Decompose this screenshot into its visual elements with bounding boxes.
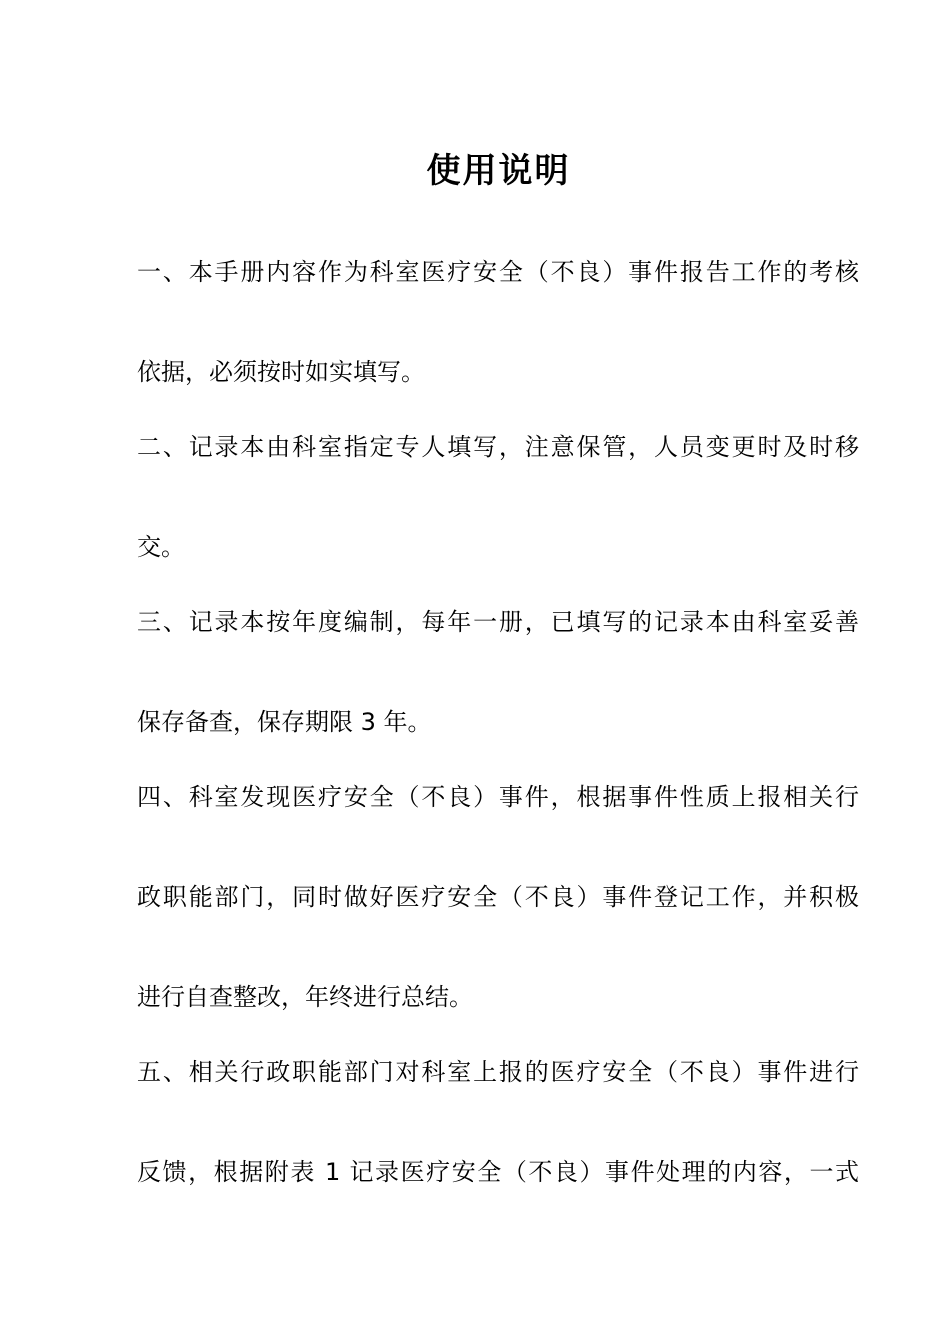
document-title: 使用说明 <box>426 151 571 191</box>
paragraph-line: 进行自查整改，年终进行总结。 <box>137 983 473 1011</box>
paragraph-line: 四、科室发现医疗安全（不良）事件，根据事件性质上报相关行 <box>137 783 859 811</box>
paragraph-line: 三、记录本按年度编制，每年一册，已填写的记录本由科室妥善 <box>137 608 859 636</box>
paragraph-line: 二、记录本由科室指定专人填写，注意保管，人员变更时及时移 <box>137 433 859 461</box>
paragraph-line: 一、本手册内容作为科室医疗安全（不良）事件报告工作的考核 <box>137 258 859 286</box>
paragraph-line: 反馈，根据附表 1 记录医疗安全（不良）事件处理的内容，一式 <box>137 1158 859 1186</box>
paragraph-line: 政职能部门，同时做好医疗安全（不良）事件登记工作，并积极 <box>137 883 859 911</box>
paragraph-line: 依据，必须按时如实填写。 <box>137 358 425 386</box>
paragraph-line: 保存备查，保存期限 3 年。 <box>137 708 432 736</box>
paragraph-line: 交。 <box>137 533 185 561</box>
paragraph-line: 五、相关行政职能部门对科室上报的医疗安全（不良）事件进行 <box>137 1058 859 1086</box>
